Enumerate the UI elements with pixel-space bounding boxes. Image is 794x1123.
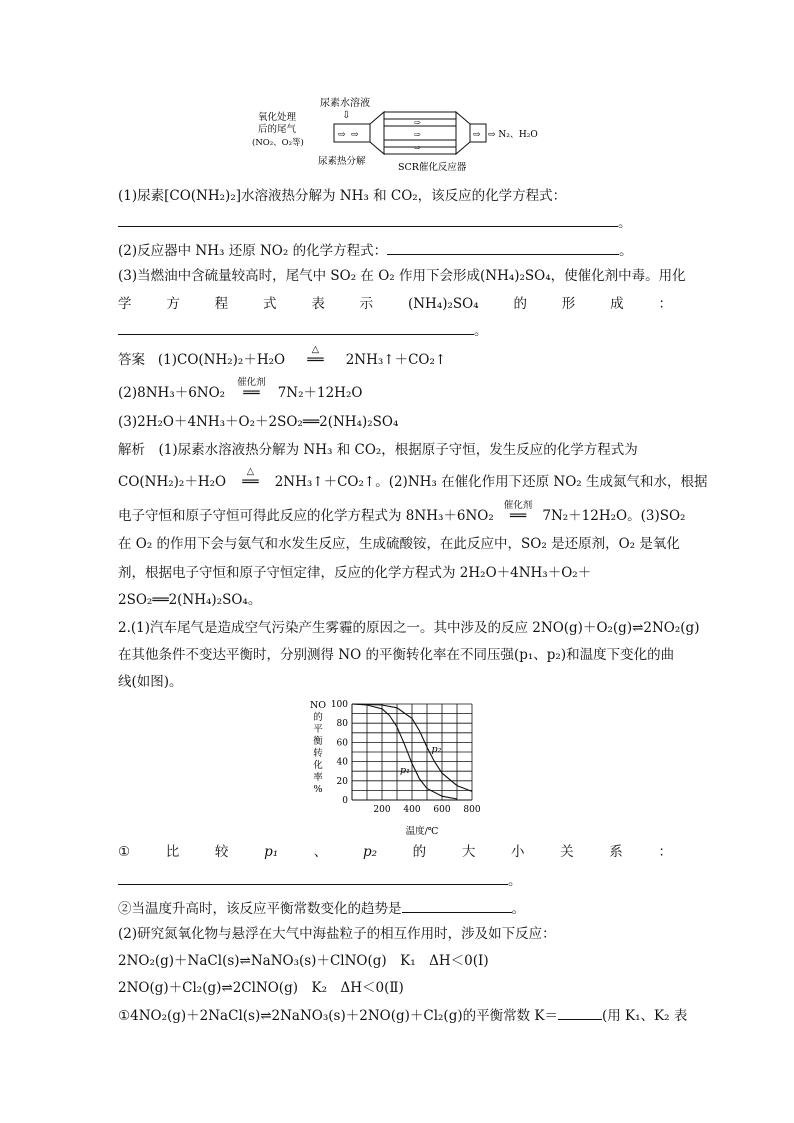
answer-1: 答案 (1)CO(NH₂)₂＋H₂O △ ══ 2NH₃↑＋CO₂↑ xyxy=(118,344,447,368)
flow-arrow-icon: ⇨ xyxy=(338,130,346,140)
ylabel-char: 平 xyxy=(313,724,323,735)
ylabel-char: 化 xyxy=(313,760,323,771)
answer-blank[interactable] xyxy=(402,898,512,913)
q1-text-4: 学 方 程 式 表 示 (NH₄)₂SO₄ 的 形 成 ： xyxy=(118,296,672,312)
flow-arrow-icon: ⇨ xyxy=(414,118,421,127)
ylabel-char: 率 xyxy=(313,772,323,783)
series-label-1: p₁ xyxy=(400,765,410,777)
answer-3: (3)2H₂O＋4NH₃＋O₂＋2SO₂══2(NH₄)₂SO₄ xyxy=(118,414,399,430)
ylabel-char: 的 xyxy=(313,712,323,723)
analysis-2: CO(NH₂)₂＋H₂O △ ══ 2NH₃↑＋CO₂↑。(2)NH₃ 在催化作用下还原 NO₂ 生成氮气和水，根据 xyxy=(118,466,708,490)
reaction-3: ①4NO₂(g)＋2NaCl(s)⇌2NaNO₃(s)＋2NO(g)＋Cl₂(g)的平衡常数 K＝ (用 K₁、K₂ 表 xyxy=(118,1005,678,1026)
answer-blank[interactable] xyxy=(558,1005,602,1020)
analysis-6: 2SO₂══2(NH₄)₂SO₄。 xyxy=(118,592,262,608)
x-tick-label: 200 xyxy=(373,805,391,815)
analysis-5: 剂，根据电子守恒和原子守恒定律，反应的化学方程式为 2H₂O＋4NH₃＋O₂＋ xyxy=(118,565,592,581)
x-tick-label: 400 xyxy=(403,805,421,815)
y-tick-label: 0 xyxy=(342,796,348,806)
y-tick-label: 40 xyxy=(336,757,348,768)
answer-blank[interactable] xyxy=(387,240,619,255)
diagram-output: ⇨ N₂、H₂O xyxy=(488,130,538,140)
q2-text-1: 2.(1)汽车尾气是造成空气污染产生雾霾的原因之一。其中涉及的反应 2NO(g)＋O₂(g)⇌2NO₂(g) xyxy=(118,620,700,636)
y-tick-label: 100 xyxy=(330,700,348,710)
series-label-2: p₂ xyxy=(431,744,442,755)
answer-blank[interactable] xyxy=(118,870,508,885)
diagram-bottom-right: SCR催化反应器 xyxy=(398,162,467,173)
conversion-chart xyxy=(300,696,500,842)
q2-part2-intro: (2)研究氮氧化物与悬浮在大气中海盐粒子的相互作用时，涉及如下反应： xyxy=(118,926,556,942)
chart-xlabel: 温度/℃ xyxy=(405,826,439,837)
analysis-3: 电子守恒和原子守恒可得此反应的化学方程式为 8NH₃＋6NO₂ 催化剂 ══ 7N₂＋12H₂O。(3)SO₂ xyxy=(118,500,686,524)
diagram-left-line2: 后的尾气 xyxy=(258,124,297,135)
q1-text-1: (1)尿素[CO(NH₂)₂]水溶液热分解为 NH₃ 和 CO₂，该反应的化学方程式： xyxy=(118,188,567,204)
diagram-left-line3: (NO₂、O₂等) xyxy=(252,138,304,148)
flow-arrow-icon: ⇨ xyxy=(351,130,359,140)
q2-c1-blank-line: 。 xyxy=(118,870,678,891)
q2-c1: ① 比 较 p₁ 、 p₂ 的 大 小 关 系 ： xyxy=(118,844,672,860)
down-arrow-icon: ⇩ xyxy=(342,110,351,121)
reaction-1: 2NO₂(g)＋NaCl(s)⇌NaNO₃(s)＋ClNO(g) K₁ ΔH＜0(Ⅰ) xyxy=(118,953,489,969)
flow-arrow-icon: ⇨ xyxy=(414,130,421,139)
ylabel-char: 衡 xyxy=(313,736,323,747)
y-tick-label: 20 xyxy=(336,776,348,787)
diagram-left-line1: 氧化处理 xyxy=(258,112,297,123)
q1-answer-line-3: 。 xyxy=(118,320,678,341)
y-tick-label: 80 xyxy=(336,719,348,730)
q2-text-2: 在其他条件不变达平衡时，分别测得 NO 的平衡转化率在不同压强(p₁、p₂)和温度下变化的曲 xyxy=(118,647,675,663)
q2-text-3: 线(如图)。 xyxy=(118,674,183,690)
answer-blank[interactable] xyxy=(118,212,618,227)
diagram-top-label: 尿素水溶液 xyxy=(320,98,370,109)
flow-arrow-icon: ⇨ xyxy=(473,130,481,140)
answer-blank[interactable] xyxy=(118,320,474,335)
x-tick-label: 600 xyxy=(433,805,451,815)
answer-2: (2)8NH₃＋6NO₂ 催化剂 ══ 7N₂＋12H₂O xyxy=(118,377,363,401)
ylabel-char: % xyxy=(313,784,323,795)
analysis-4: 在 O₂ 的作用下会与氨气和水发生反应，生成硫酸铵，在此反应中，SO₂ 是还原剂，O₂ 是氧化 xyxy=(118,536,680,552)
flow-arrow-icon: ⇨ xyxy=(414,143,421,152)
q1-text-2: (2)反应器中 NH₃ 还原 NO₂ 的化学方程式： 。 xyxy=(118,240,678,261)
q2-c2: ②当温度升高时，该反应平衡常数变化的趋势是 。 xyxy=(118,898,678,919)
scr-flow-diagram xyxy=(250,94,550,178)
chart-ylabel xyxy=(310,700,326,795)
q1-text-3: (3)当燃油中含硫量较高时，尾气中 SO₂ 在 O₂ 作用下会形成(NH₄)₂SO₄，使催化剂中毒。用化 xyxy=(118,268,686,284)
ylabel-char: 转 xyxy=(313,748,323,759)
q1-answer-line-1: 。 xyxy=(118,212,678,233)
y-tick-label: 60 xyxy=(336,738,348,749)
reaction-2: 2NO(g)＋Cl₂(g)⇌2ClNO(g) K₂ ΔH＜0(Ⅱ) xyxy=(118,980,404,996)
x-tick-label: 800 xyxy=(463,805,481,815)
ylabel-char: NO xyxy=(309,700,327,711)
diagram-bottom-left: 尿素热分解 xyxy=(318,156,366,167)
analysis-1: 解析 (1)尿素水溶液热分解为 NH₃ 和 CO₂，根据原子守恒，发生反应的化学方程式为 xyxy=(118,442,638,458)
